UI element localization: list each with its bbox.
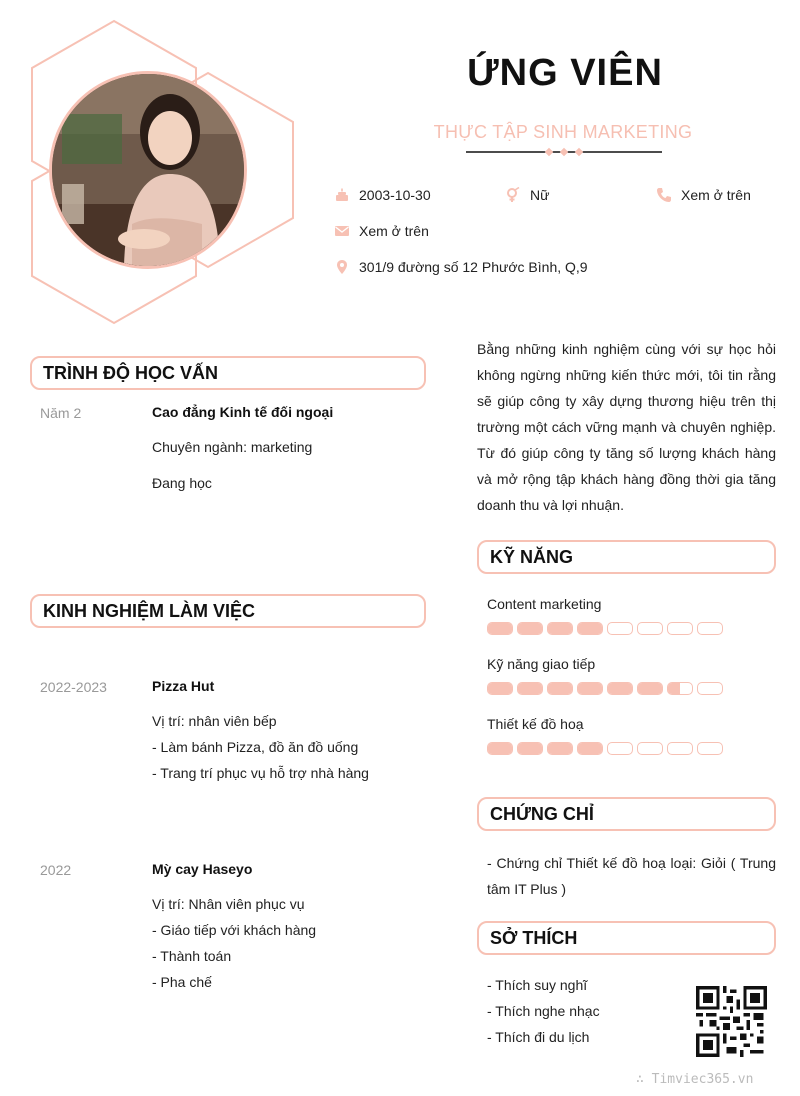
job-company: Mỳ cay Haseyo (152, 861, 253, 877)
job-detail: - Pha chế (152, 974, 212, 990)
hobby-item: - Thích đi du lịch (487, 1029, 590, 1045)
education-status: Đang học (152, 475, 212, 491)
skill-bar (487, 622, 723, 635)
skill-segment (547, 622, 573, 635)
gender-icon (505, 187, 521, 203)
skill-segment (667, 622, 693, 635)
skill-segment (487, 622, 513, 635)
job-detail: Vị trí: nhân viên bếp (152, 713, 277, 729)
skill-segment-fill (638, 683, 662, 694)
gender-value: Nữ (530, 187, 550, 203)
hobby-item: - Thích suy nghĩ (487, 977, 588, 993)
skill-segment-fill (608, 683, 632, 694)
skill-name: Thiết kế đồ hoạ (487, 716, 584, 732)
skill-segment-fill (668, 683, 680, 694)
email-row (334, 223, 429, 239)
phone-value: Xem ở trên (681, 187, 751, 203)
skill-segment-fill (518, 743, 542, 754)
candidate-name: ỨNG VIÊN (467, 52, 663, 94)
gender-row (505, 187, 549, 203)
skill-segment-fill (578, 743, 602, 754)
envelope-icon (334, 223, 350, 239)
job-detail: Vị trí: Nhân viên phục vụ (152, 896, 305, 912)
phone-row (656, 187, 751, 203)
job-detail: - Trang trí phục vụ hỗ trợ nhà hàng (152, 765, 369, 781)
cake-icon (334, 187, 350, 203)
sparkle-icon: ∴ (636, 1072, 652, 1087)
skill-segment-fill (518, 623, 542, 634)
skill-segment (487, 742, 513, 755)
skill-segment (697, 622, 723, 635)
job-company: Pizza Hut (152, 678, 215, 694)
skill-segment (607, 682, 633, 695)
candidate-photo (49, 71, 247, 269)
skill-segment (577, 742, 603, 755)
address-value: 301/9 đường số 12 Phước Bình, Q,9 (359, 259, 588, 275)
phone-icon (656, 187, 672, 203)
skill-segment-fill (548, 623, 572, 634)
education-school: Cao đẳng Kinh tế đối ngoại (152, 404, 334, 420)
skill-segment (517, 622, 543, 635)
skill-segment-fill (518, 683, 542, 694)
certificate-text: - Chứng chỉ Thiết kế đồ hoạ loại: Giỏi ( Trung tâm IT Plus ) (487, 855, 776, 897)
skill-segment (547, 742, 573, 755)
watermark-label: Timviec365.vn (651, 1072, 754, 1087)
job-detail: - Giáo tiếp với khách hàng (152, 922, 317, 938)
skill-segment-fill (488, 743, 512, 754)
skill-segment (667, 682, 693, 695)
hobbies-header: SỞ THÍCH (477, 921, 776, 955)
skill-segment (637, 682, 663, 695)
skill-segment (637, 622, 663, 635)
skill-bar (487, 682, 723, 695)
birthday-row (334, 187, 431, 203)
education-year: Năm 2 (40, 405, 82, 421)
skill-segment (517, 742, 543, 755)
map-pin-icon (334, 259, 350, 275)
qr-code-icon (696, 986, 767, 1057)
career-objective: Bằng những kinh nghiệm cùng với sự học hỏi không ngừng những kiến thức mới, tôi tin rằng sẽ giúp công ty xây dựng thương hiệu trên thị trường một cách vững mạnh và chuyên nghiệp. Từ đó giúp công ty tăng số lượng khách hàng và mở rộng tập khách hàng đồng thời gia tăng doanh thu và lợi nhuận. (477, 341, 776, 513)
skills-header: KỸ NĂNG (477, 540, 776, 574)
experience-header: KINH NGHIỆM LÀM VIỆC (30, 594, 426, 628)
skill-segment (607, 622, 633, 635)
job-title: THỰC TẬP SINH MARKETING (433, 122, 693, 142)
job-years: 2022-2023 (40, 679, 107, 695)
skill-segment-fill (488, 623, 512, 634)
skill-segment (667, 742, 693, 755)
skill-segment (697, 742, 723, 755)
skill-bar (487, 742, 723, 755)
skill-segment-fill (488, 683, 512, 694)
address-row (334, 259, 588, 275)
skill-segment (517, 682, 543, 695)
skill-segment (487, 682, 513, 695)
skill-segment (607, 742, 633, 755)
skill-segment (637, 742, 663, 755)
birthday-value: 2003-10-30 (359, 187, 431, 203)
hobby-item: - Thích nghe nhạc (487, 1003, 600, 1019)
skill-segment (697, 682, 723, 695)
title-divider (466, 146, 662, 158)
person-portrait-icon (52, 74, 244, 266)
job-years: 2022 (40, 862, 72, 878)
certificates-header: CHỨNG CHỈ (477, 797, 776, 831)
skill-segment-fill (578, 623, 602, 634)
job-detail: - Thành toán (152, 948, 232, 964)
education-major: Chuyên ngành: marketing (152, 439, 313, 455)
watermark-text (636, 1072, 753, 1087)
skill-segment-fill (548, 683, 572, 694)
education-header: TRÌNH ĐỘ HỌC VẤN (30, 356, 426, 390)
skill-segment (577, 622, 603, 635)
skill-name: Kỹ năng giao tiếp (487, 656, 596, 672)
job-detail: - Làm bánh Pizza, đồ ăn đồ uống (152, 739, 359, 755)
skill-segment-fill (548, 743, 572, 754)
email-value: Xem ở trên (359, 223, 429, 239)
skill-segment (577, 682, 603, 695)
skill-segment (547, 682, 573, 695)
skill-name: Content marketing (487, 596, 602, 612)
skill-segment-fill (578, 683, 602, 694)
